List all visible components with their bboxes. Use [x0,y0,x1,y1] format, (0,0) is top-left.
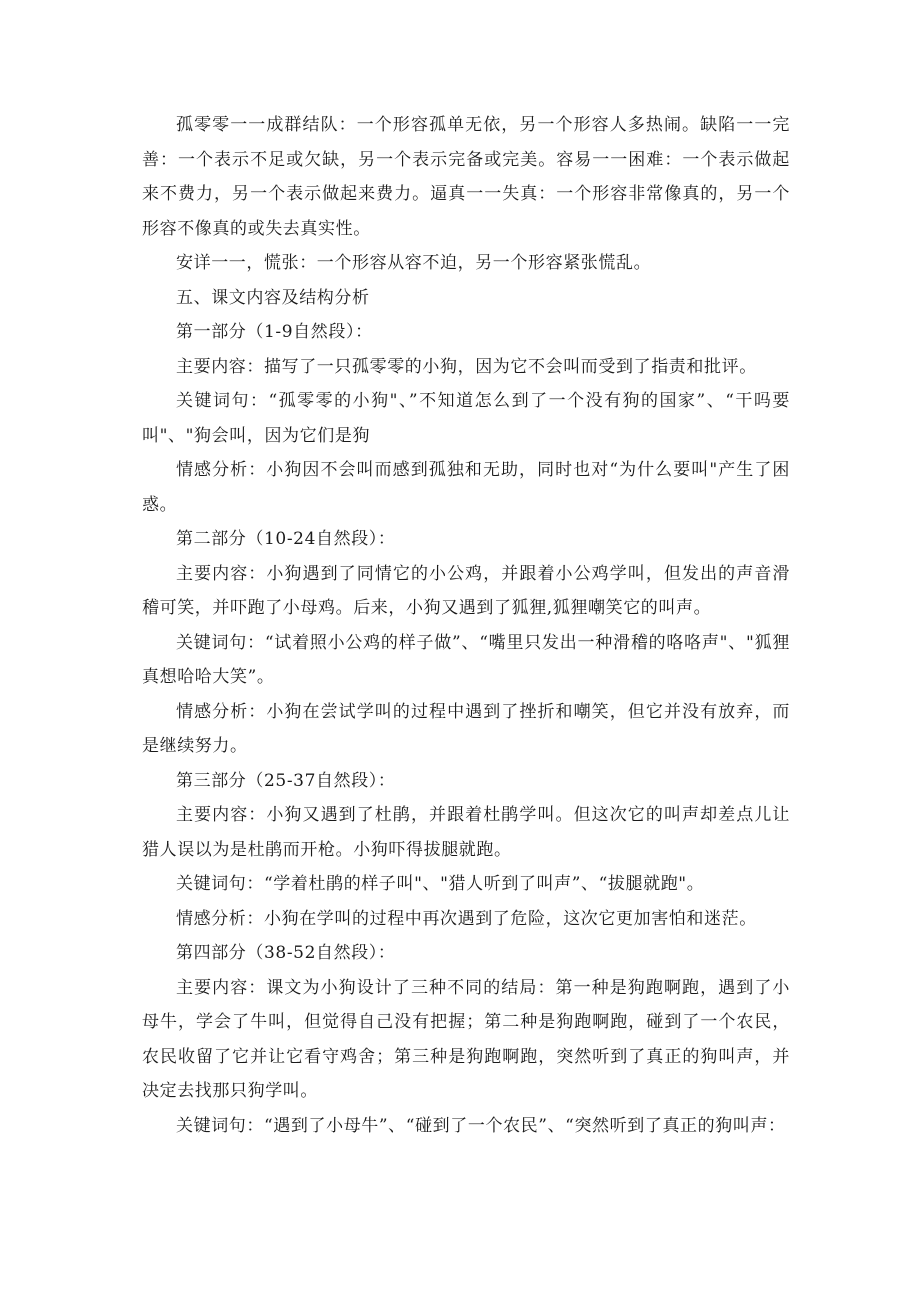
part-two-emotion: 情感分析：小狗在尝试学叫的过程中遇到了挫折和嘲笑，但它并没有放弃，而是继续努力。 [142,701,790,756]
part-three-emotion: 情感分析：小狗在学叫的过程中再次遇到了危险，这次它更加害怕和迷茫。 [176,908,757,929]
part-two-content: 主要内容：小狗遇到了同情它的小公鸡，并跟着小公鸡学叫，但发出的声音滑稽可笑，并吓跑了小母鸡。后来，小狗又遇到了狐狸,狐狸嘲笑它的叫声。 [142,563,790,618]
document-body [142,108,790,1143]
part-one-keywords: 关键词句：“孤零零的小狗"、”不知道怎么到了一个没有狗的国家”、“干吗要叫"、"狗会叫，因为它们是狗 [142,391,790,446]
part-one-content: 主要内容：描写了一只孤零零的小狗，因为它不会叫而受到了指责和批评。 [176,356,757,377]
part-two-heading: 第二部分（10-24自然段）： [176,529,396,549]
paragraph-antonym-calm: 安详一一，慌张：一个形容从容不迫，另一个形容紧张慌乱。 [176,253,652,273]
part-one-heading: 第一部分（1-9自然段）： [176,322,373,342]
part-four-content: 主要内容：课文为小狗设计了三种不同的结局：第一种是狗跑啊跑，遇到了小母牛，学会了牛叫，但觉得自己没有把握；第二种是狗跑啊跑，碰到了一个农民，农民收留了它并让它看守鸡舍；第三种是狗跑啊跑，突然听到了真正的狗叫声，并决定去找那只狗学叫。 [142,977,790,1101]
part-four-keywords: 关键词句：“遇到了小母牛”、“碰到了一个农民”、“突然听到了真正的狗叫声： [176,1115,786,1136]
section-heading: 五、课文内容及结构分析 [176,287,370,308]
paragraph-antonym-pairs: 孤零零一一成群结队：一个形容孤单无依，另一个形容人多热闹。缺陷一一完善：一个表示不足或欠缺，另一个表示完备或完美。容易一一困难：一个表示做起来不费力，另一个表示做起来费力。逼真一一失真：一个形容非常像真的，另一个形容不像真的或失去真实性。 [142,115,790,239]
part-three-keywords: 关键词句：“学着杜鹃的样子叫"、"猎人听到了叫声”、“拔腿就跑"。 [176,874,705,894]
part-four-heading: 第四部分（38-52自然段）： [176,943,396,963]
part-one-emotion: 情感分析：小狗因不会叫而感到孤独和无助，同时也对“为什么要叫"产生了困惑。 [142,460,790,515]
part-three-content: 主要内容：小狗又遇到了杜鹃，并跟着杜鹃学叫。但这次它的叫声却差点儿让猎人误以为是杜鹃而开枪。小狗吓得拔腿就跑。 [142,805,790,860]
part-two-keywords: 关键词句：“试着照小公鸡的样子做”、“嘴里只发出一种滑稽的咯咯声"、"狐狸真想哈哈大笑”。 [142,632,790,687]
part-three-heading: 第三部分（25-37自然段）： [176,770,396,791]
